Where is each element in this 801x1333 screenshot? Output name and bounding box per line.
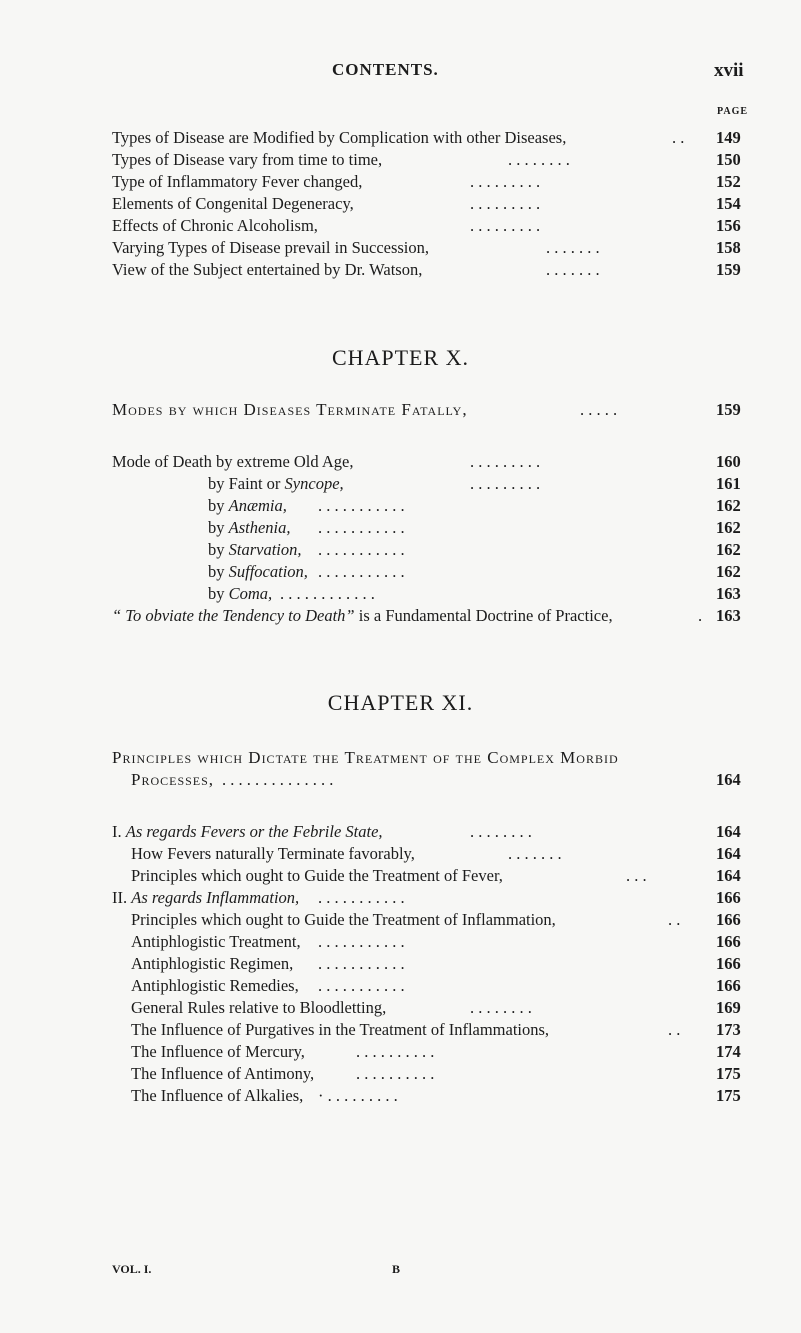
entry-label	[208, 473, 344, 495]
chapter-title: Modes by which Diseases Terminate Fatally,	[112, 400, 468, 419]
entry-page: 166	[716, 888, 741, 907]
entry-label	[208, 583, 272, 605]
entry-label	[208, 539, 302, 561]
toc-entry	[0, 495, 801, 517]
entry-italic: Syncope,	[284, 474, 344, 493]
entry-page: 173	[716, 1020, 741, 1039]
toc-entry	[0, 1063, 801, 1085]
entry-label: The Influence of Mercury,	[131, 1042, 305, 1061]
entry-page: 164	[716, 770, 741, 789]
toc-entry	[0, 473, 801, 495]
entry-label	[208, 561, 308, 583]
toc-entry	[0, 909, 801, 931]
entry-italic: Starvation,	[228, 540, 302, 559]
toc-entry	[0, 997, 801, 1019]
entry-label: Antiphlogistic Regimen,	[131, 954, 294, 973]
leader-dots: . . . . . . .	[546, 238, 600, 257]
toc-entry	[0, 605, 801, 627]
entry-page: 152	[716, 172, 741, 191]
entry-italic: “ To obviate the Tendency to Death”	[112, 606, 355, 625]
entry-page: 163	[716, 606, 741, 625]
entry-label: Types of Disease are Modified by Complication with other Diseases,	[112, 128, 567, 147]
leader-dots: . . . . . . .	[508, 844, 562, 863]
toc-entry	[0, 887, 801, 909]
entry-italic: Anæmia,	[228, 496, 287, 515]
entry-page: 162	[716, 518, 741, 537]
toc-entry	[0, 171, 801, 193]
entry-page: 158	[716, 238, 741, 257]
entry-page: 160	[716, 452, 741, 471]
toc-entry	[0, 975, 801, 997]
leader-dots: . . . . . . . . . .	[356, 1042, 435, 1061]
entry-page: 169	[716, 998, 741, 1017]
toc-entry	[0, 259, 801, 281]
entry-text: Faint or	[228, 474, 285, 493]
leader-dots: . . . . .	[580, 400, 618, 419]
signature-mark: B	[392, 1262, 401, 1276]
entry-italic: As regards Inflammation,	[131, 888, 300, 907]
toc-entry	[0, 1019, 801, 1041]
leader-dots: . .	[668, 910, 681, 929]
entry-page: 166	[716, 910, 741, 929]
toc-entry	[0, 953, 801, 975]
leader-dots: . .	[672, 128, 685, 147]
leader-dots: . . . . . . . . . . .	[318, 932, 405, 951]
entry-label	[112, 821, 383, 843]
leader-dots: . . .	[626, 866, 647, 885]
toc-entry	[0, 215, 801, 237]
entry-prefix: by	[208, 496, 229, 515]
leader-dots: . . . . . . . . . . . .	[280, 584, 375, 603]
toc-entry	[0, 193, 801, 215]
entry-italic: Suffocation,	[228, 562, 308, 581]
entry-page: 175	[716, 1064, 741, 1083]
toc-entry	[0, 843, 801, 865]
entry-label: The Influence of Purgatives in the Treatment of Inflammations,	[131, 1020, 550, 1039]
entry-page: 161	[716, 474, 741, 493]
chapter-heading: CHAPTER XI.	[327, 690, 474, 715]
entry-label: Mode of Death by extreme Old Age,	[112, 452, 354, 471]
toc-entry	[0, 865, 801, 887]
entry-label: The Influence of Alkalies,	[131, 1086, 304, 1105]
leader-dots: . . . . . . . .	[470, 998, 532, 1017]
leader-dots: . . . . . . . . .	[470, 452, 541, 471]
entry-number: II.	[112, 888, 128, 907]
running-title: CONTENTS.	[332, 60, 439, 79]
entry-page: 164	[716, 844, 741, 863]
toc-entry	[0, 149, 801, 171]
page-footer	[0, 1262, 801, 1282]
entry-label: Effects of Chronic Alcoholism,	[112, 216, 318, 235]
entry-label: Elements of Congenital Degeneracy,	[112, 194, 354, 213]
entry-label: View of the Subject entertained by Dr. Watson,	[112, 260, 423, 279]
entry-page: 166	[716, 932, 741, 951]
leader-dots: · . . . . . . . . .	[318, 1086, 398, 1105]
running-header	[0, 60, 801, 84]
leader-dots: . . . . . . . . . . .	[318, 888, 405, 907]
chapter-heading: CHAPTER X.	[331, 345, 470, 370]
entry-prefix: by	[208, 474, 229, 493]
leader-dots: . . . . . . . . . . .	[318, 976, 405, 995]
page-number: xvii	[714, 60, 744, 81]
leader-dots: . . . . . . . .	[508, 150, 570, 169]
entry-label	[112, 887, 299, 909]
entry-italic: Asthenia,	[228, 518, 291, 537]
entry-page: 164	[716, 866, 741, 885]
chapter-title-entry	[0, 769, 801, 791]
entry-text: is a Fundamental Doctrine of Practice,	[354, 606, 613, 625]
entry-label: The Influence of Antimony,	[131, 1064, 315, 1083]
entry-page: 162	[716, 562, 741, 581]
entry-label: Antiphlogistic Treatment,	[131, 932, 301, 951]
entry-prefix: by	[208, 518, 229, 537]
leader-dots: . . . . . . . . . . .	[318, 496, 405, 515]
entry-page: 166	[716, 976, 741, 995]
entry-prefix: by	[208, 540, 229, 559]
entry-prefix: by	[208, 562, 229, 581]
entry-page: 164	[716, 822, 741, 841]
toc-entry	[0, 1085, 801, 1107]
toc-entry	[0, 821, 801, 843]
entry-number: I.	[112, 822, 122, 841]
entry-page: 159	[716, 400, 741, 419]
page-column-label: PAGE	[717, 106, 749, 117]
entry-page: 154	[716, 194, 741, 213]
toc-entry	[0, 561, 801, 583]
leader-dots: . . . . . . .	[546, 260, 600, 279]
chapter-title-entry	[0, 747, 801, 769]
entry-label: Type of Inflammatory Fever changed,	[112, 172, 363, 191]
entry-label: Principles which ought to Guide the Treatment of Fever,	[131, 866, 503, 885]
leader-dots: . . . . . . . . .	[470, 474, 541, 493]
entry-label: Antiphlogistic Remedies,	[131, 976, 299, 995]
leader-dots: .	[698, 606, 703, 625]
toc-entry	[0, 237, 801, 259]
entry-page: 175	[716, 1086, 741, 1105]
toc-entry	[0, 451, 801, 473]
toc-entry	[0, 127, 801, 149]
entry-page: 150	[716, 150, 741, 169]
leader-dots: . . . . . . . . . . .	[318, 518, 405, 537]
entry-page: 174	[716, 1042, 741, 1061]
entry-page: 163	[716, 584, 741, 603]
entry-label: Principles which ought to Guide the Treatment of Inflammation,	[131, 910, 556, 929]
entry-label: Varying Types of Disease prevail in Succession,	[112, 238, 430, 257]
entry-page: 162	[716, 496, 741, 515]
entry-label: General Rules relative to Bloodletting,	[131, 998, 387, 1017]
entry-italic: As regards Fevers or the Febrile State,	[125, 822, 383, 841]
leader-dots: . . . . . . . . . . . . . .	[222, 770, 334, 789]
entry-page: 149	[716, 128, 741, 147]
chapter-title-entry	[0, 399, 801, 421]
chapter-title: Principles which Dictate the Treatment of the Complex Morbid	[112, 748, 619, 767]
entry-label: Types of Disease vary from time to time,	[112, 150, 383, 169]
leader-dots: . . . . . . . . .	[470, 194, 541, 213]
entry-italic: Coma,	[228, 584, 273, 603]
leader-dots: . . . . . . . .	[470, 822, 532, 841]
leader-dots: . . . . . . . . .	[470, 172, 541, 191]
leader-dots: . . . . . . . . .	[470, 216, 541, 235]
entry-label: How Fevers naturally Terminate favorably,	[131, 844, 415, 863]
entry-prefix: by	[208, 584, 229, 603]
leader-dots: . . . . . . . . . . .	[318, 540, 405, 559]
leader-dots: . . . . . . . . . . .	[318, 562, 405, 581]
toc-entry	[0, 539, 801, 561]
entry-label	[112, 605, 613, 627]
toc-entry	[0, 931, 801, 953]
entry-label	[208, 517, 291, 539]
entry-label	[208, 495, 287, 517]
toc-entry	[0, 517, 801, 539]
toc-entry	[0, 583, 801, 605]
leader-dots: . .	[668, 1020, 681, 1039]
entry-page: 159	[716, 260, 741, 279]
leader-dots: . . . . . . . . . .	[356, 1064, 435, 1083]
entry-page: 156	[716, 216, 741, 235]
toc-entry	[0, 1041, 801, 1063]
chapter-title: Processes,	[131, 770, 215, 789]
entry-page: 166	[716, 954, 741, 973]
volume-label: VOL. I.	[112, 1262, 152, 1276]
entry-page: 162	[716, 540, 741, 559]
leader-dots: . . . . . . . . . . .	[318, 954, 405, 973]
